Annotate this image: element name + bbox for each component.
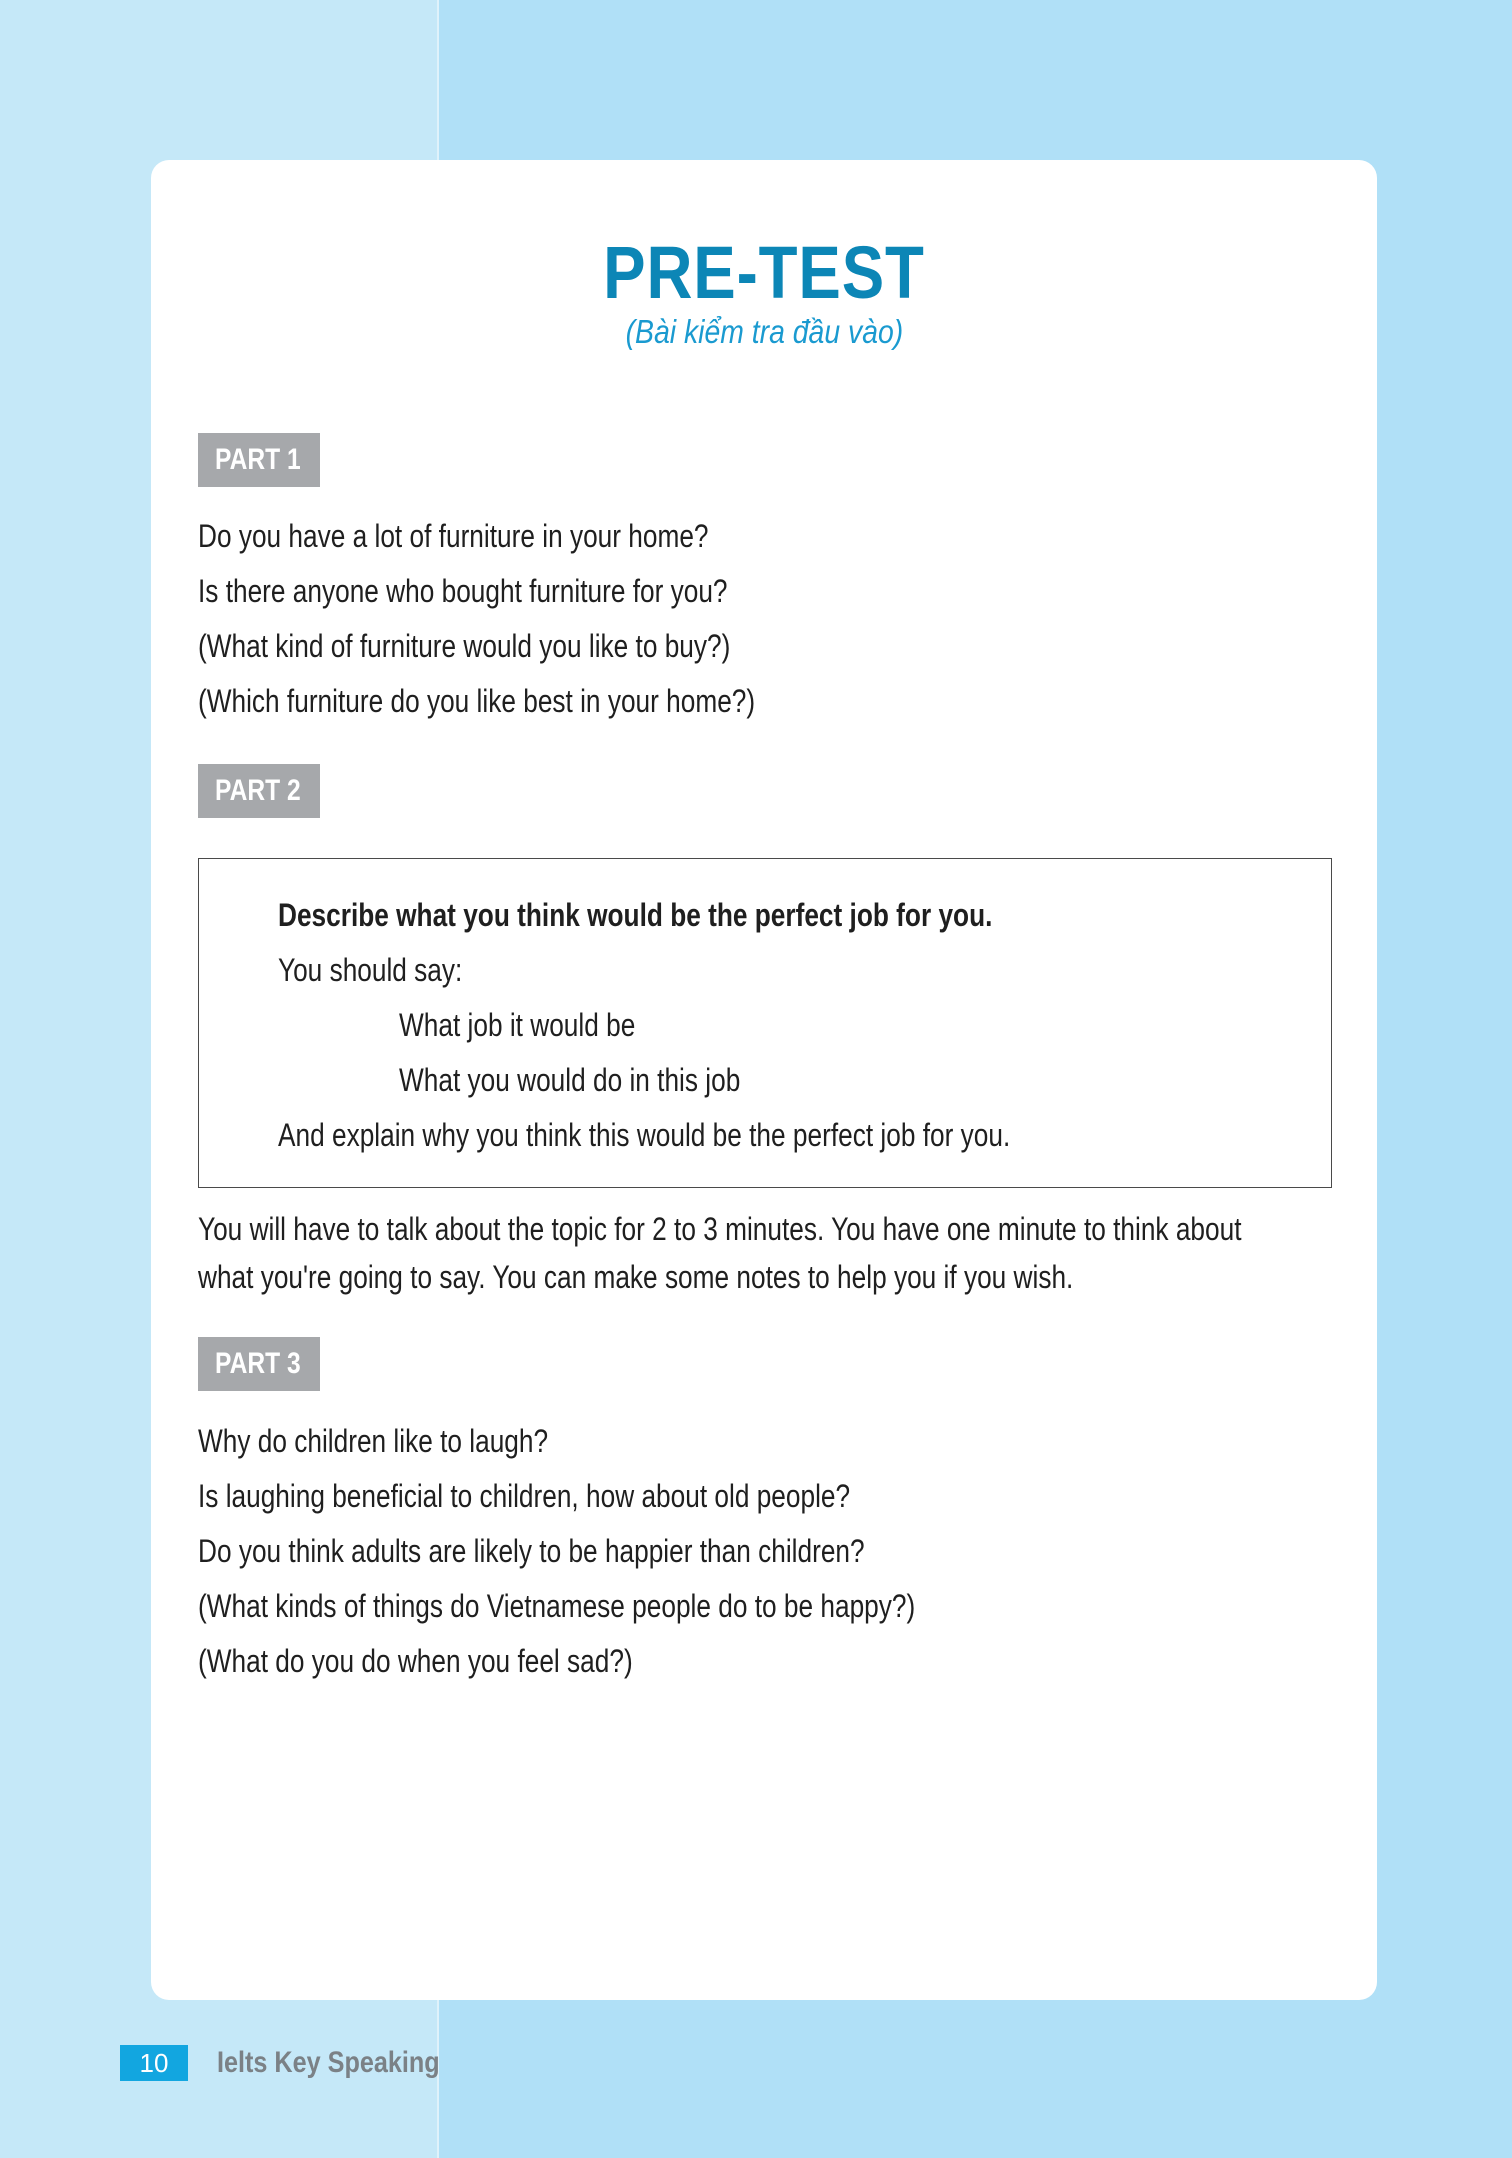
part2-label: PART 2 bbox=[215, 774, 301, 807]
cue-card-point-text: What job it would be bbox=[399, 1007, 636, 1043]
part1-question bbox=[198, 626, 847, 666]
part2-instructions-line bbox=[198, 1257, 1265, 1297]
page-number: 10 bbox=[120, 2045, 188, 2081]
cue-card-closing bbox=[278, 1115, 1171, 1155]
question-text: Do you think adults are likely to be happier than children? bbox=[198, 1533, 865, 1569]
cue-card-box bbox=[198, 858, 1332, 1188]
part3-question bbox=[198, 1586, 1073, 1626]
content-card bbox=[151, 160, 1377, 2000]
part1-label: PART 1 bbox=[215, 443, 301, 476]
part1-badge bbox=[198, 433, 320, 487]
part2-badge bbox=[198, 764, 320, 818]
part3-label: PART 3 bbox=[215, 1347, 301, 1380]
question-text: (Which furniture do you like best in your home?) bbox=[198, 683, 756, 719]
page-title-text: PRE-TEST bbox=[603, 231, 925, 314]
part1-question bbox=[198, 571, 844, 611]
cue-card-intro bbox=[278, 950, 503, 990]
instructions-text: what you're going to say. You can make some notes to help you if you wish. bbox=[198, 1259, 1074, 1295]
cue-card-topic-text: Describe what you think would be the perfect job for you. bbox=[278, 897, 993, 933]
part3-question bbox=[198, 1421, 625, 1461]
part1-question bbox=[198, 681, 877, 721]
part3-question bbox=[198, 1531, 1011, 1571]
part1-question bbox=[198, 516, 821, 556]
part2-instructions-line bbox=[198, 1209, 1471, 1249]
question-text: (What kinds of things do Vietnamese people do to be happy?) bbox=[198, 1588, 916, 1624]
cue-card-point bbox=[399, 1060, 815, 1100]
part3-question bbox=[198, 1476, 993, 1516]
question-text: Do you have a lot of furniture in your home? bbox=[198, 518, 709, 554]
cue-card-intro-text: You should say: bbox=[278, 952, 463, 988]
book-title bbox=[217, 2043, 482, 2083]
cue-card-topic bbox=[278, 895, 1149, 935]
page-subtitle-text: (Bài kiểm tra đầu vào) bbox=[625, 313, 903, 350]
question-text: Why do children like to laugh? bbox=[198, 1423, 549, 1459]
question-text: (What kind of furniture would you like to buy?) bbox=[198, 628, 731, 664]
cue-card-point bbox=[399, 1005, 687, 1045]
cue-card-closing-text: And explain why you think this would be the perfect job for you. bbox=[278, 1117, 1011, 1153]
part3-question bbox=[198, 1641, 728, 1681]
question-text: (What do you do when you feel sad?) bbox=[198, 1643, 633, 1679]
book-title-text: Ielts Key Speaking bbox=[217, 2046, 440, 2079]
part3-badge bbox=[198, 1337, 320, 1391]
page-subtitle bbox=[151, 313, 1377, 351]
instructions-text: You will have to talk about the topic for 2 to 3 minutes. You have one minute to think about bbox=[198, 1211, 1242, 1247]
cue-card-point-text: What you would do in this job bbox=[399, 1062, 741, 1098]
page-title bbox=[151, 230, 1377, 315]
question-text: Is there anyone who bought furniture for you? bbox=[198, 573, 728, 609]
question-text: Is laughing beneficial to children, how about old people? bbox=[198, 1478, 851, 1514]
